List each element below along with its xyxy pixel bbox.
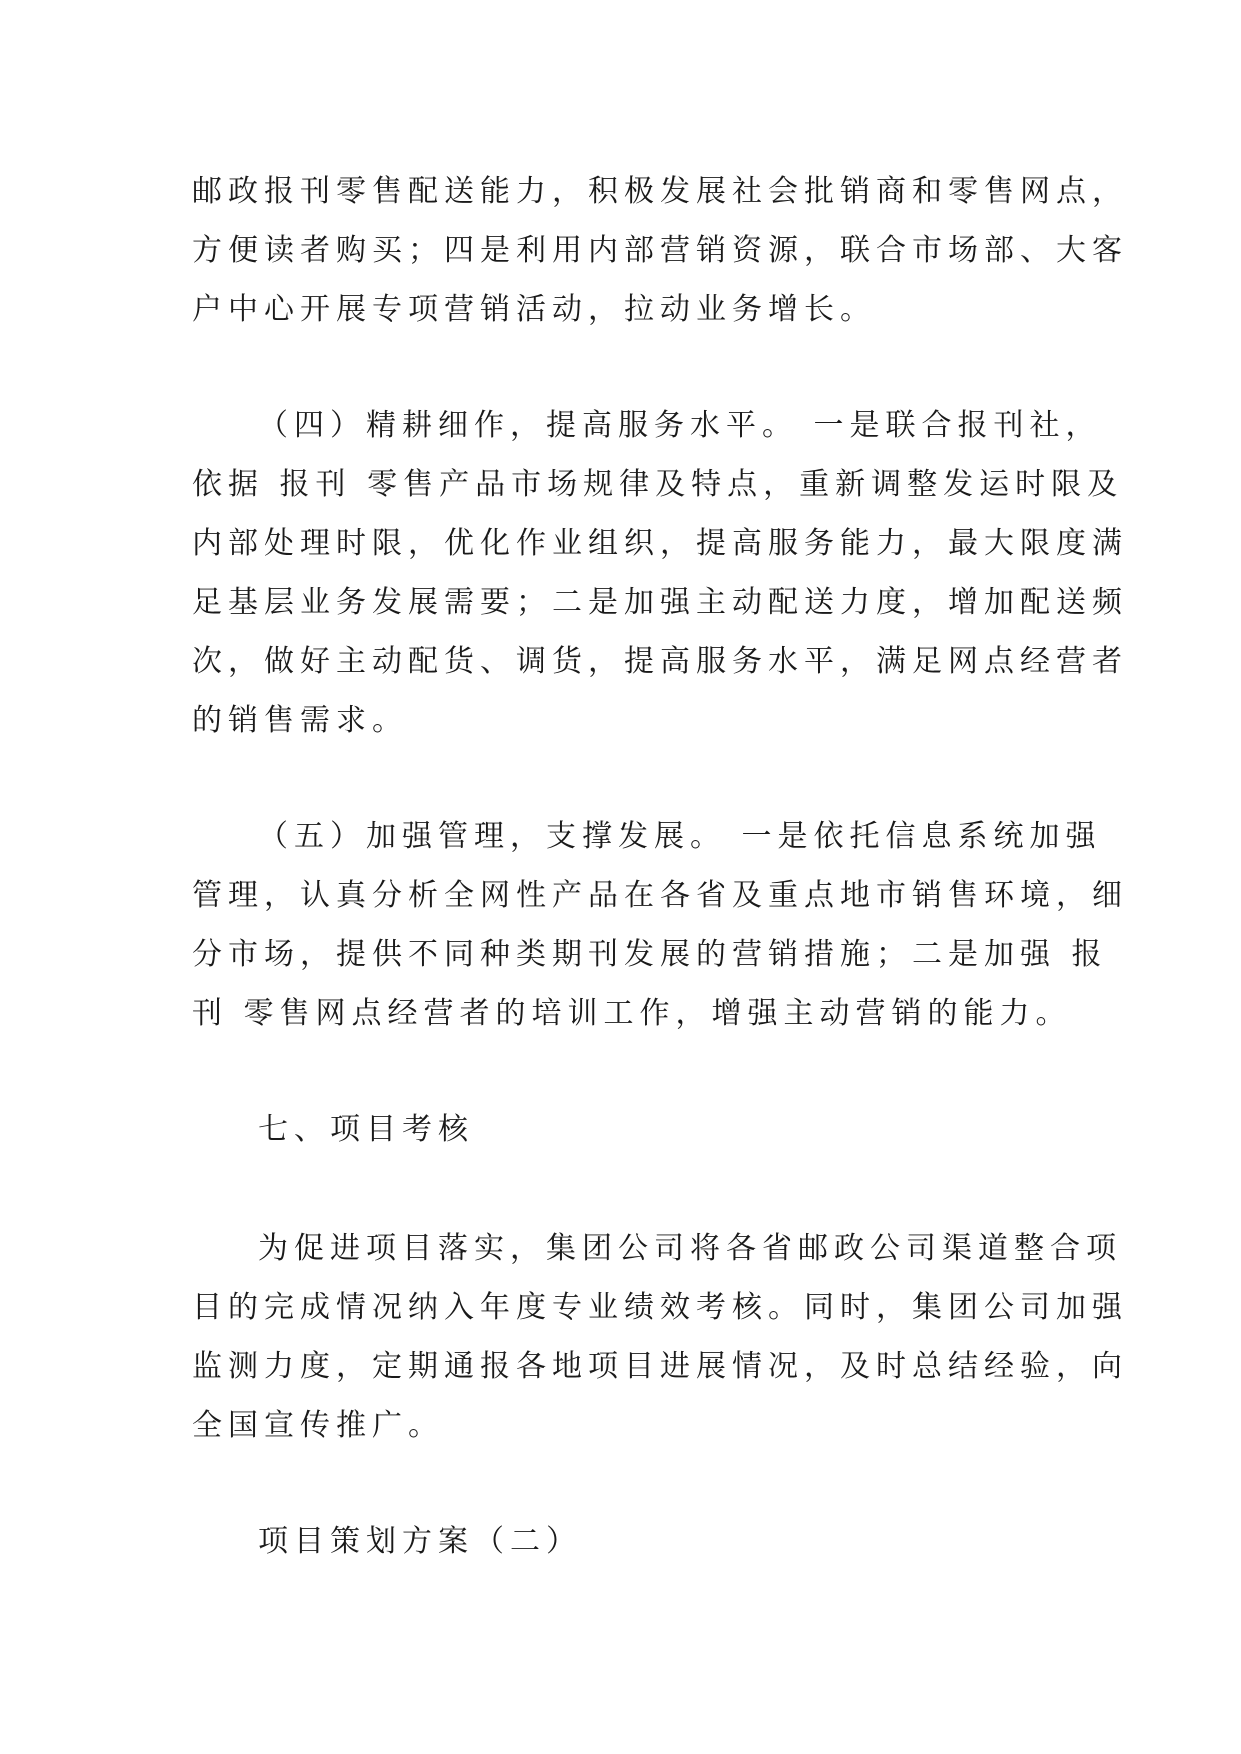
text-line: 方便读者购买；四是利用内部营销资源，联合市场部、大客 [192,233,1128,268]
text-line: 户中心开展专项营销活动，拉动业务增长。 [192,292,876,327]
text-line: 全国宣传推广。 [192,1408,444,1443]
text-line: 分市场，提供不同种类期刊发展的营销措施；二是加强 报 [192,937,1108,972]
text-line: 的销售需求。 [192,703,408,738]
text-line: （五）加强管理，支撑发展。 一是依托信息系统加强 [258,819,1102,854]
heading-line: 七、项目考核 [258,1112,474,1147]
text-line: 次，做好主动配货、调货，提高服务水平，满足网点经营者 [192,644,1128,679]
text-line: 管理，认真分析全网性产品在各省及重点地市销售环境，细 [192,878,1128,913]
title-line: 项目策划方案（二） [258,1524,582,1559]
text-line: 刊 零售网点经营者的培训工作，增强主动营销的能力。 [192,996,1072,1031]
text-line: 足基层业务发展需要；二是加强主动配送力度，增加配送频 [192,585,1128,620]
text-line: 监测力度，定期通报各地项目进展情况，及时总结经验，向 [192,1349,1128,1384]
text-line: 为促进项目落实，集团公司将各省邮政公司渠道整合项 [258,1231,1122,1266]
text-line: （四）精耕细作，提高服务水平。 一是联合报刊社， [258,408,1102,443]
text-line: 依据 报刊 零售产品市场规律及特点，重新调整发运时限及 [192,467,1124,502]
text-line: 内部处理时限，优化作业组织，提高服务能力，最大限度满 [192,526,1128,561]
text-line: 目的完成情况纳入年度专业绩效考核。同时，集团公司加强 [192,1290,1128,1325]
text-line: 邮政报刊零售配送能力，积极发展社会批销商和零售网点， [192,174,1128,209]
